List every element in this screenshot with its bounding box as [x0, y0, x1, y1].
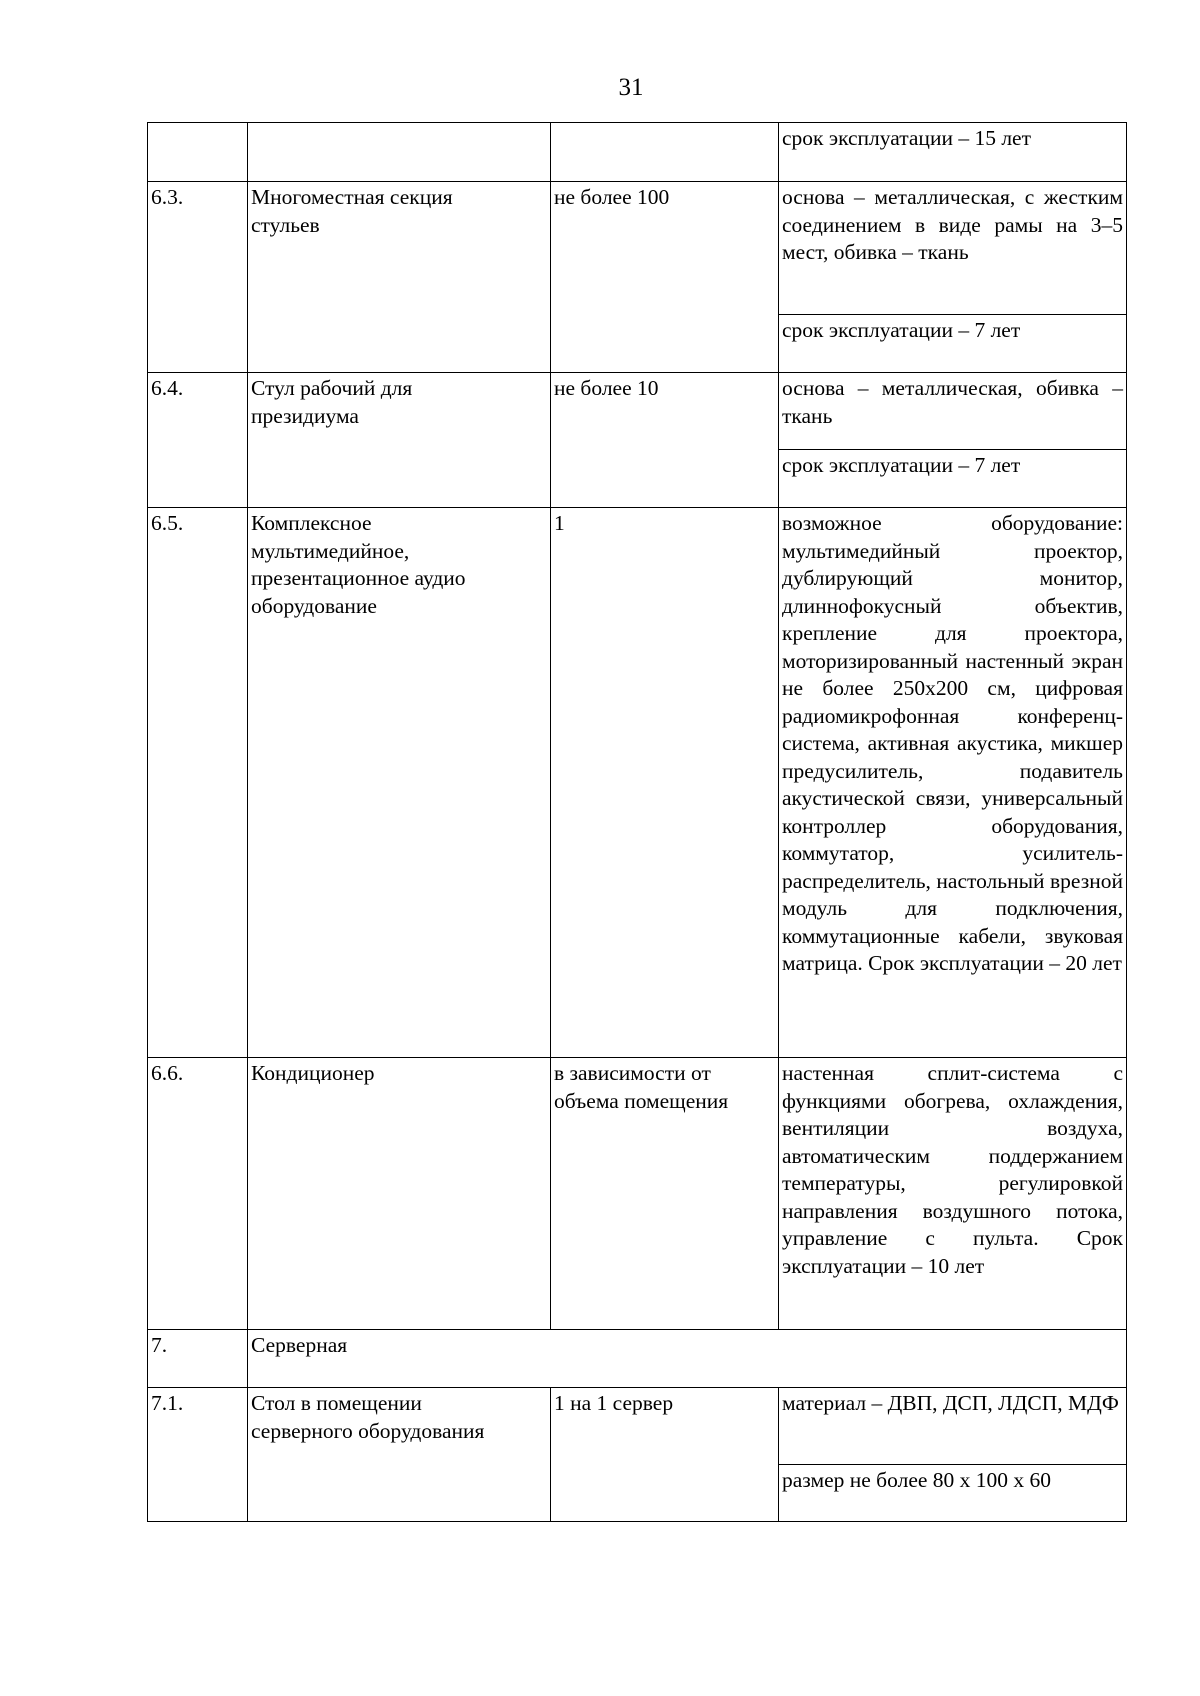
description-cell: возможное оборудование: мультимедийный проектор, дублирующий монитор, длиннофокусный объектив, крепление для проектора, моторизированный настенный экран не более 250x200 см, цифровая радиомикрофонная конференц-система, активная акустика, микшер предусилитель, подавитель акустической связи, универсальный контроллер оборудования, коммутатор, усилитель-распределитель, настольный врезной модуль для подключения, коммутационные кабели, звуковая матрица. Срок эксплуатации – 20 лет [779, 508, 1127, 1058]
description-cell: срок эксплуатации – 7 лет [779, 450, 1127, 508]
name-cell: Кондиционер [248, 1058, 551, 1330]
number-cell: 7.1. [148, 1388, 248, 1522]
name-cell: Стул рабочий для президиума [248, 373, 551, 508]
number-cell: 6.5. [148, 508, 248, 1058]
table-row [148, 373, 1127, 450]
quantity-cell: не более 100 [551, 182, 779, 373]
quantity-cell [551, 123, 779, 182]
table-row [148, 1330, 1127, 1388]
name-cell [248, 123, 551, 182]
page-number: 31 [618, 74, 644, 101]
number-cell [148, 123, 248, 182]
equipment-table [147, 122, 1127, 1522]
description-cell: материал – ДВП, ДСП, ЛДСП, МДФ [779, 1388, 1127, 1465]
quantity-cell: 1 [551, 508, 779, 1058]
table-row [148, 508, 1127, 1058]
description-cell: основа – металлическая, обивка – ткань [779, 373, 1127, 450]
quantity-cell: не более 10 [551, 373, 779, 508]
table-row [148, 182, 1127, 315]
table-row [148, 1388, 1127, 1465]
number-cell: 6.3. [148, 182, 248, 373]
number-cell: 6.4. [148, 373, 248, 508]
description-cell: настенная сплит-система с функциями обогрева, охлаждения, вентиляции воздуха, автоматическим поддержанием температуры, регулировкой направления воздушного потока, управление с пульта. Срок эксплуатации – 10 лет [779, 1058, 1127, 1330]
description-cell: основа – металлическая, с жестким соединением в виде рамы на 3–5 мест, обивка – ткань [779, 182, 1127, 315]
quantity-cell: в зависимости от объема помещения [551, 1058, 779, 1330]
number-cell: 7. [148, 1330, 248, 1388]
section-title-cell: Серверная [248, 1330, 1127, 1388]
name-cell: Стол в помещении серверного оборудования [248, 1388, 551, 1522]
name-cell: Комплексное мультимедийное, презентационное аудио оборудование [248, 508, 551, 1058]
number-cell: 6.6. [148, 1058, 248, 1330]
table-row [148, 123, 1127, 182]
description-cell: срок эксплуатации – 7 лет [779, 315, 1127, 373]
description-cell: срок эксплуатации – 15 лет [779, 123, 1127, 182]
name-cell: Многоместная секция стульев [248, 182, 551, 373]
table-row [148, 1058, 1127, 1330]
quantity-cell: 1 на 1 сервер [551, 1388, 779, 1522]
description-cell: размер не более 80 x 100 x 60 [779, 1465, 1127, 1522]
